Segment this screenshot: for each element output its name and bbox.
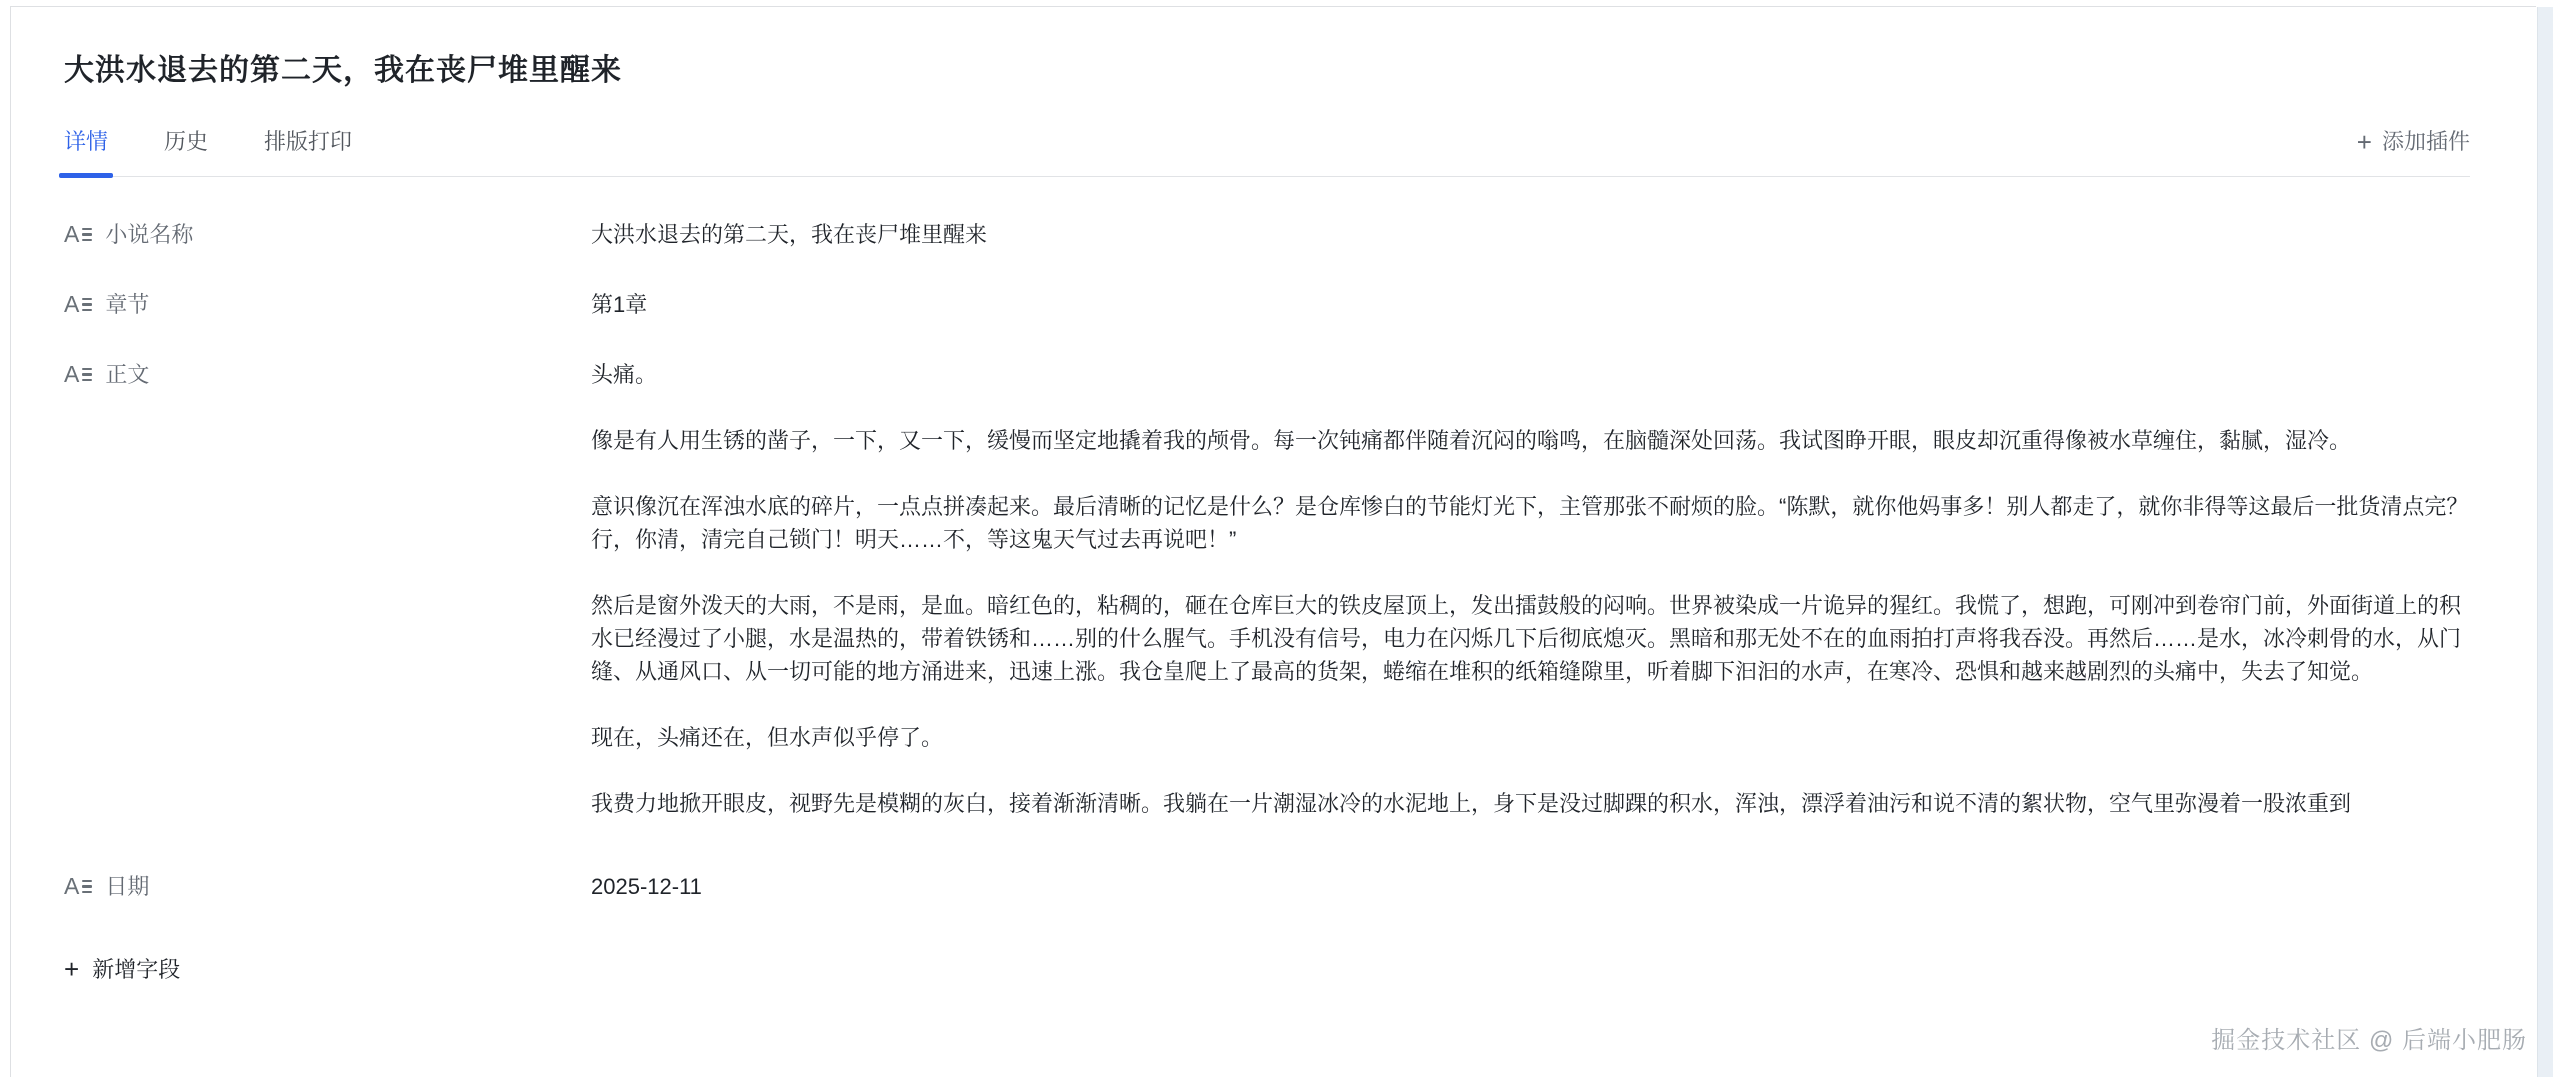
field-value-chapter[interactable]: 第1章 bbox=[591, 292, 648, 317]
adjacent-panel-strip bbox=[2537, 7, 2553, 1077]
field-label-date[interactable] bbox=[64, 870, 591, 903]
field-row-novel-name bbox=[64, 218, 2470, 251]
body-paragraph: 意识像沉在浑浊水底的碎片，一点点拼凑起来。最后清晰的记忆是什么？是仓库惨白的节能灯光下，主管那张不耐烦的脸。“陈默，就你他妈事多！别人都走了，就你非得等这最后一批货清点完？行，你清，清完自己锁门！明天……不，等这鬼天气过去再说吧！” bbox=[591, 494, 2469, 552]
add-field-label: 新增字段 bbox=[92, 957, 181, 982]
body-paragraph: 像是有人用生锈的凿子，一下，又一下，缓慢而坚定地撬着我的颅骨。每一次钝痛都伴随着沉闷的嗡鸣，在脑髓深处回荡。我试图睁开眼，眼皮却沉重得像被水草缠住，黏腻，湿冷。 bbox=[591, 428, 2352, 453]
text-field-lines bbox=[82, 877, 92, 897]
tab-print-layout[interactable]: 排版打印 bbox=[264, 129, 353, 154]
text-field-type-icon bbox=[64, 363, 92, 386]
tab-bar bbox=[64, 129, 2470, 177]
body-paragraph: 然后是窗外泼天的大雨，不是雨，是血。暗红色的，粘稠的，砸在仓库巨大的铁皮屋顶上，发出擂鼓般的闷响。世界被染成一片诡异的猩红。我慌了，想跑，可刚冲到卷帘门前，外面街道上的积水已经漫过了小腿，水是温热的，带着铁锈和……别的什么腥气。手机没有信号，电力在闪烁几下后彻底熄灭。黑暗和那无处不在的血雨拍打声将我吞没。再然后……是水，冰冷刺骨的水，从门缝、从通风口、从一切可能的地方涌进来，迅速上涨。我仓皇爬上了最高的货架，蜷缩在堆积的纸箱缝隙里，听着脚下汩汩的水声，在寒冷、恐惧和越来越剧烈的头痛中，失去了知觉。 bbox=[591, 593, 2462, 684]
text-field-letter: A bbox=[64, 221, 80, 247]
field-list bbox=[64, 218, 2470, 903]
text-field-lines bbox=[82, 365, 92, 385]
tab-history[interactable]: 历史 bbox=[164, 129, 209, 154]
record-detail-panel bbox=[10, 6, 2536, 1077]
plus-icon: + bbox=[2356, 127, 2372, 157]
text-field-letter: A bbox=[64, 361, 80, 387]
text-field-type-icon bbox=[64, 293, 92, 316]
watermark: 掘金技术社区 @ 后端小肥肠 bbox=[2211, 1027, 2527, 1054]
add-plugin-button[interactable] bbox=[2357, 129, 2470, 176]
field-label-text: 章节 bbox=[105, 292, 150, 317]
text-field-letter: A bbox=[64, 291, 80, 317]
field-label-chapter[interactable] bbox=[64, 288, 591, 321]
field-value-date[interactable]: 2025-12-11 bbox=[591, 874, 702, 899]
text-field-letter: A bbox=[64, 873, 80, 899]
body-paragraph: 我费力地掀开眼皮，视野先是模糊的灰白，接着渐渐清晰。我躺在一片潮湿冰冷的水泥地上，身下是没过脚踝的积水，浑浊，漂浮着油污和说不清的絮状物，空气里弥漫着一股浓重到 bbox=[591, 791, 2352, 816]
text-field-lines bbox=[82, 295, 92, 315]
body-paragraph: 头痛。 bbox=[591, 362, 658, 387]
tabs-group bbox=[64, 129, 352, 176]
text-field-type-icon bbox=[64, 223, 92, 246]
text-field-type-icon bbox=[64, 875, 92, 898]
field-label-text: 小说名称 bbox=[105, 222, 194, 247]
tab-detail[interactable]: 详情 bbox=[64, 129, 108, 176]
field-row-date bbox=[64, 870, 2470, 903]
field-label-body-text[interactable] bbox=[64, 358, 591, 391]
field-value-body-text[interactable] bbox=[591, 358, 2470, 846]
text-field-lines bbox=[82, 225, 92, 245]
page-title: 大洪水退去的第二天，我在丧尸堆里醒来 bbox=[64, 54, 622, 87]
field-label-novel-name[interactable] bbox=[64, 218, 591, 251]
field-row-body-text bbox=[64, 358, 2470, 846]
add-plugin-label: 添加插件 bbox=[2381, 129, 2470, 154]
add-field-button[interactable] bbox=[64, 953, 180, 984]
field-label-text: 正文 bbox=[105, 362, 150, 387]
plus-icon: + bbox=[64, 953, 80, 984]
field-row-chapter bbox=[64, 288, 2470, 321]
field-value-novel-name[interactable]: 大洪水退去的第二天，我在丧尸堆里醒来 bbox=[591, 222, 988, 247]
field-label-text: 日期 bbox=[105, 874, 150, 899]
body-paragraph: 现在，头痛还在，但水声似乎停了。 bbox=[591, 725, 944, 750]
